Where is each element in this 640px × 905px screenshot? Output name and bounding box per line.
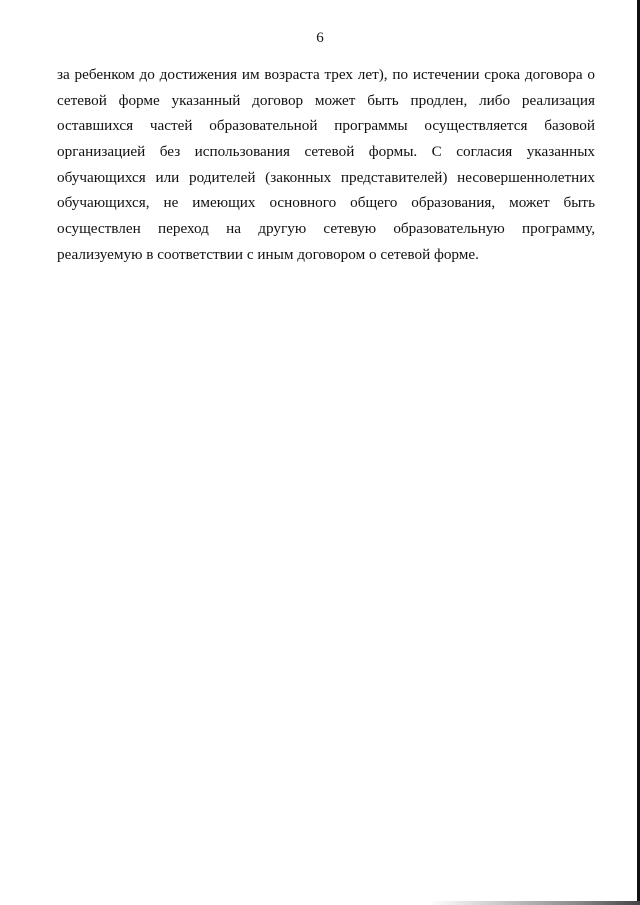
scan-edge-bottom (430, 901, 640, 905)
paragraph-line-8: реализуемую в соответствии с иным договором о сетевой форме. (57, 245, 479, 263)
page-number: 6 (316, 30, 324, 46)
body-paragraph (57, 62, 595, 268)
paragraph-line-2: сетевой форме указанный договор может быть продлен, либо реализация (57, 91, 595, 109)
paragraph-line-4: организацией без использования сетевой формы. С согласия указанных (57, 143, 595, 161)
paragraph-line-1: за ребенком до достижения им возраста трех лет), по истечении срока договора о (57, 66, 595, 83)
paragraph-line-3: оставшихся частей образовательной программы осуществляется базовой (57, 117, 595, 135)
paragraph-line-7: осуществлен переход на другую сетевую образовательную программу, (57, 220, 595, 238)
paragraph-line-5: обучающихся или родителей (законных представителей) несовершеннолетних (57, 168, 595, 186)
paragraph-line-6: обучающихся, не имеющих основного общего образования, может быть (57, 194, 595, 212)
